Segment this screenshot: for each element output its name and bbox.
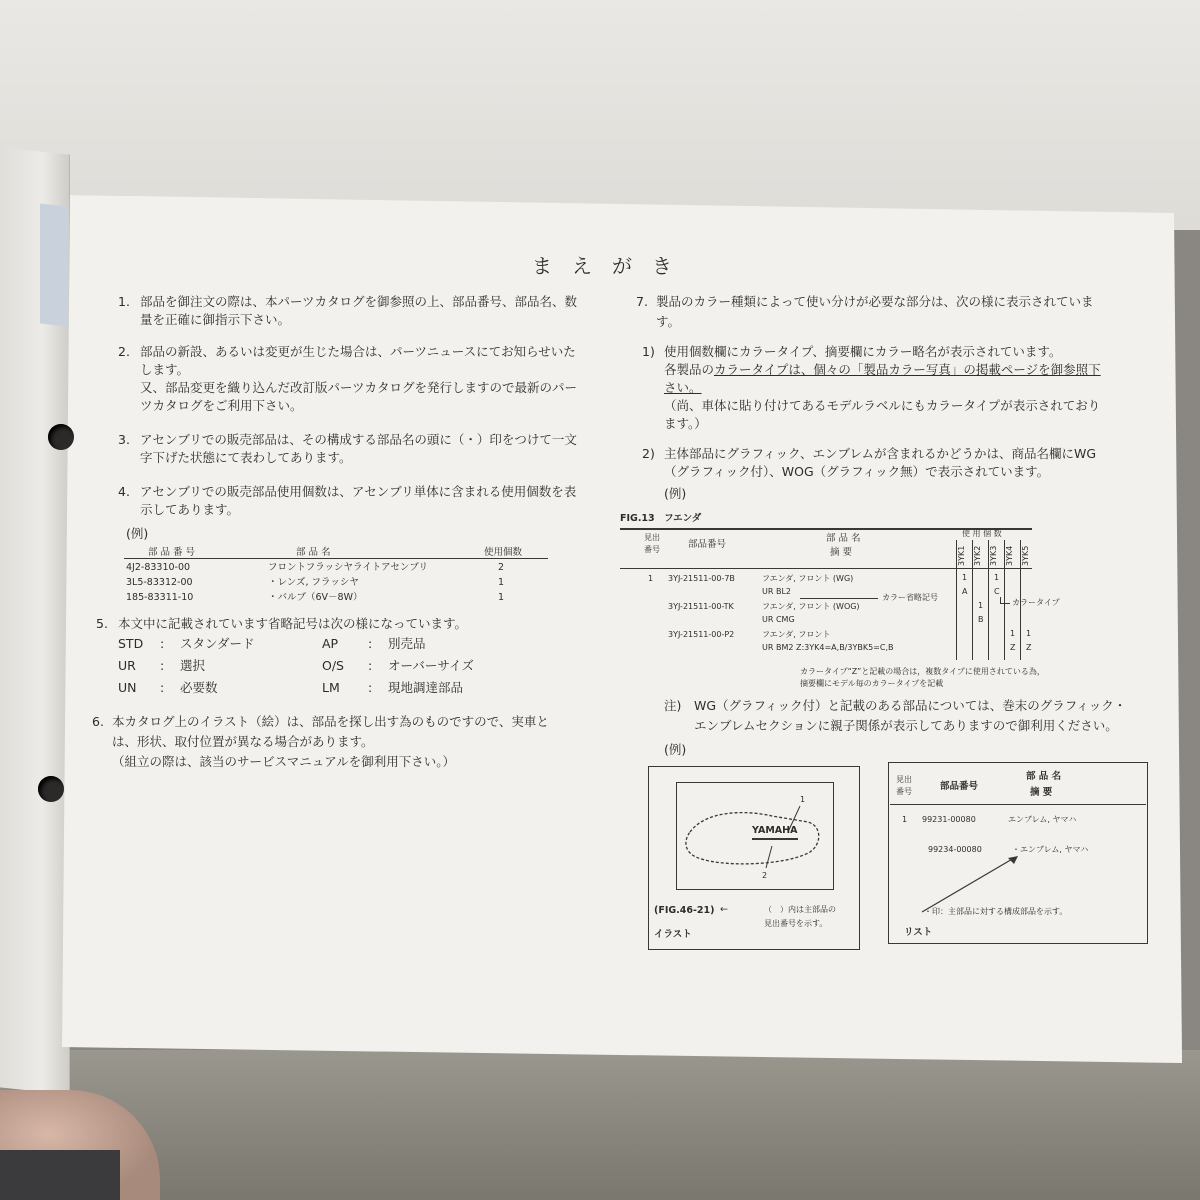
note-text: エンブレムセクションに親子関係が表示してありますので御利用ください。 bbox=[694, 718, 1118, 733]
col-header-ref: 見出 bbox=[644, 533, 660, 542]
binding-hole bbox=[38, 776, 64, 802]
color-col: 3YK4 bbox=[1005, 545, 1014, 566]
col-header-ref: 番号 bbox=[644, 545, 660, 554]
color-col: 3YK2 bbox=[973, 545, 982, 566]
item-number: 4. bbox=[118, 484, 130, 499]
table-rule bbox=[1004, 540, 1005, 660]
annotation: カラータイプ bbox=[1012, 598, 1060, 607]
part-name: エンブレム, ヤマハ bbox=[1008, 815, 1077, 824]
table-cell: 2 bbox=[498, 562, 505, 573]
item-text: 主体部品にグラフィック、エンブレムが含まれるかどうかは、商品名欄にWG bbox=[664, 446, 1097, 461]
item-text: （尚、車体に貼り付けてあるモデルラベルにもカラータイプが表示されており bbox=[664, 398, 1101, 413]
col-header-ref: 番号 bbox=[896, 787, 912, 796]
item-text: （グラフィック付）、WOG（グラフィック無）で表示されています。 bbox=[664, 464, 1050, 479]
table-cell: 4J2-83310-00 bbox=[126, 562, 191, 573]
abbr-sep: : bbox=[368, 680, 373, 695]
item-text: は、形状、取付位置が異なる場合があります。 bbox=[112, 734, 374, 749]
item-number: 1. bbox=[118, 294, 130, 309]
annotation-leader bbox=[1000, 603, 1010, 604]
table-note: カラータイプ“Z”と記載の場合は，複数タイプに使用されている為， bbox=[800, 667, 1045, 676]
abbr-meaning: オーバーサイズ bbox=[388, 658, 474, 673]
item-text: 製品のカラー種類によって使い分けが必要な部分は、次の様に表示されていま bbox=[656, 294, 1094, 309]
part-name: フエンダ, フロント (WG) bbox=[762, 574, 854, 583]
item-text: します。 bbox=[140, 362, 190, 377]
qty-value: Z bbox=[1010, 643, 1016, 652]
binding-hole bbox=[48, 424, 74, 450]
item-text: 使用個数欄にカラータイプ、摘要欄にカラー略名が表示されています。 bbox=[664, 344, 1062, 359]
item-text: 本カタログ上のイラスト（絵）は、部品を探し出す為のものですので、実車と bbox=[112, 714, 549, 729]
part-name: ・エンブレム, ヤマハ bbox=[1012, 845, 1089, 854]
abbr-code: LM bbox=[322, 680, 340, 695]
item-text: アセンブリでの販売部品使用個数は、アセンブリ単体に含まれる使用個数を表 bbox=[140, 484, 577, 499]
table-cell: ・バルブ（6V－8W） bbox=[268, 592, 363, 603]
fig-reference: (FIG.46-21) bbox=[654, 905, 715, 916]
table-rule bbox=[956, 540, 957, 660]
col-header-part-no: 部品番号 bbox=[688, 539, 727, 550]
col-header-desc: 摘 要 bbox=[830, 547, 853, 558]
annotation: カラー省略記号 bbox=[882, 593, 938, 602]
abbr-meaning: スタンダード bbox=[180, 636, 255, 651]
abbr-sep: : bbox=[368, 636, 373, 651]
item-number: 7. bbox=[636, 294, 648, 309]
abbr-sep: : bbox=[368, 658, 373, 673]
color-col: 3YK3 bbox=[989, 545, 998, 566]
item-text: 部品の新設、あるいは変更が生じた場合は、パーツニュースにてお知らせいた bbox=[140, 344, 576, 359]
qty-value: 1 bbox=[1010, 629, 1016, 638]
example-label: (例) bbox=[664, 742, 687, 757]
item-text: 量を正確に御指示下さい。 bbox=[140, 312, 291, 327]
abbr-code: AP bbox=[322, 636, 339, 651]
illustration-note: （ ）内は主部品の bbox=[764, 905, 836, 914]
table-cell: 3L5-83312-00 bbox=[126, 577, 193, 588]
qty-value: C bbox=[994, 587, 1000, 596]
qty-value: 1 bbox=[994, 573, 1000, 582]
note-label: 注) bbox=[664, 698, 682, 713]
list-note: ・印：主部品に対する構成部品を示す。 bbox=[924, 907, 1068, 916]
part-number: 3YJ-21511-00-7B bbox=[668, 574, 735, 583]
desk-shadow bbox=[0, 1050, 1200, 1200]
note-text: WG（グラフィック付）と記載のある部品については、巻末のグラフィック・ bbox=[694, 698, 1127, 713]
item-number: 6. bbox=[92, 714, 104, 729]
left-page-color-band bbox=[40, 204, 68, 327]
part-number: 99231-00080 bbox=[922, 815, 976, 824]
qty-value: B bbox=[978, 615, 984, 624]
item-number: 2. bbox=[118, 344, 130, 359]
abbr-meaning: 別売品 bbox=[388, 636, 426, 651]
abbr-meaning: 必要数 bbox=[180, 680, 218, 695]
table-cell: 1 bbox=[498, 577, 505, 588]
figure-caption: FIG.13 フエンダ bbox=[620, 513, 702, 524]
ref-number: 1 bbox=[648, 574, 654, 583]
col-header-part-name: 部 品 名 bbox=[1026, 771, 1062, 782]
qty-value: A bbox=[962, 587, 968, 596]
qty-value: 1 bbox=[978, 601, 984, 610]
desk-background bbox=[0, 0, 1200, 230]
qty-value: 1 bbox=[962, 573, 968, 582]
sub-item-number: 2) bbox=[642, 446, 655, 461]
example-label: (例) bbox=[126, 526, 149, 541]
part-number: 99234-00080 bbox=[928, 845, 982, 854]
page-title: まえがき bbox=[532, 254, 692, 278]
abbr-code: UR bbox=[118, 658, 136, 673]
col-header-part-no: 部品番号 bbox=[940, 781, 979, 792]
abbr-sep: : bbox=[160, 680, 165, 695]
qty-value: 1 bbox=[1026, 629, 1032, 638]
item-text: ます。） bbox=[664, 416, 707, 431]
table-rule bbox=[890, 804, 1146, 805]
col-header-desc: 摘 要 bbox=[1030, 787, 1053, 798]
item-number: 3. bbox=[118, 432, 130, 447]
yamaha-logo: YAMAHA bbox=[752, 825, 798, 836]
arrow-icon: ← bbox=[720, 904, 728, 915]
item-text: す。 bbox=[656, 314, 681, 329]
item-text: （組立の際は、該当のサービスマニュアルを御利用下さい。） bbox=[112, 754, 456, 769]
item-text: ツカタログをご利用下さい。 bbox=[140, 398, 303, 413]
part-number: 3YJ-21511-00-P2 bbox=[668, 630, 735, 639]
col-header-ref: 見出 bbox=[896, 775, 912, 784]
item-text: 又、部品変更を織り込んだ改訂版パーツカタログを発行しますので最新のパー bbox=[140, 380, 578, 395]
abbr-code: O/S bbox=[322, 658, 344, 673]
color-col: 3YK5 bbox=[1021, 545, 1030, 566]
qty-value: Z bbox=[1026, 643, 1032, 652]
part-number: 3YJ-21511-00-TK bbox=[668, 602, 734, 611]
sub-item-number: 1) bbox=[642, 344, 655, 359]
example-label: (例) bbox=[664, 486, 687, 501]
sleeve bbox=[0, 1150, 120, 1200]
item-text-underlined: カラータイプは、個々の「製品カラー写真」の掲載ページを御参照下 bbox=[714, 362, 1101, 377]
color-abbr: UR CMG bbox=[762, 615, 795, 624]
color-col: 3YK1 bbox=[957, 545, 966, 566]
table-rule bbox=[988, 540, 989, 660]
col-header-part-name: 部 品 名 bbox=[826, 533, 861, 544]
part-name: フエンダ, フロント bbox=[762, 630, 831, 639]
ref-number: 1 bbox=[902, 815, 908, 824]
fuel-tank-illustration bbox=[676, 782, 834, 890]
table-rule bbox=[972, 540, 973, 660]
item-text: アセンブリでの販売部品は、その構成する部品名の頭に（・）印をつけて一文 bbox=[140, 432, 577, 447]
item-text: 各製品の bbox=[664, 362, 715, 377]
table-cell: ・レンズ, フラッシヤ bbox=[268, 577, 359, 588]
item-text-underlined: さい。 bbox=[664, 380, 702, 395]
logo-underline bbox=[752, 838, 798, 840]
abbr-code: STD bbox=[118, 636, 144, 651]
table-rule bbox=[124, 558, 548, 559]
table-rule bbox=[620, 568, 1032, 569]
abbr-code: UN bbox=[118, 680, 137, 695]
abbr-sep: : bbox=[160, 636, 165, 651]
item-text: 字下げた状態にて表わしてあります。 bbox=[140, 450, 352, 465]
table-cell: 1 bbox=[498, 592, 505, 603]
abbr-meaning: 選択 bbox=[180, 658, 206, 673]
color-abbr: UR BM2 Z:3YK4=A,B/3YBK5=C,B bbox=[762, 643, 894, 652]
callout-number: 1 bbox=[800, 795, 806, 804]
col-header-qty: 使 用 個 数 bbox=[962, 529, 1002, 538]
color-abbr: UR BL2 bbox=[762, 587, 791, 596]
illustration-label: イラスト bbox=[654, 929, 692, 940]
abbr-meaning: 現地調達部品 bbox=[388, 680, 464, 695]
item-text: 示してあります。 bbox=[140, 502, 240, 517]
col-header-part-name: 部 品 名 bbox=[296, 547, 331, 558]
table-cell: 185-83311-10 bbox=[126, 592, 194, 603]
table-note: 摘要欄にモデル毎のカラータイプを記載 bbox=[800, 679, 944, 688]
col-header-qty: 使用個数 bbox=[484, 547, 523, 558]
part-name: フエンダ, フロント (WOG) bbox=[762, 602, 860, 611]
callout-number: 2 bbox=[762, 871, 768, 880]
abbr-sep: : bbox=[160, 658, 165, 673]
table-cell: フロントフラッシヤライトアセンブリ bbox=[268, 562, 428, 573]
illustration-note: 見出番号を示す。 bbox=[764, 919, 828, 928]
list-label: リスト bbox=[904, 927, 933, 938]
annotation-leader bbox=[800, 598, 878, 599]
col-header-part-no: 部 品 番 号 bbox=[148, 547, 196, 558]
item-number: 5. bbox=[96, 616, 108, 631]
item-text: 部品を御注文の際は、本パーツカタログを御参照の上、部品番号、部品名、数 bbox=[140, 294, 578, 309]
item-text: 本文中に記載されています省略記号は次の様になっています。 bbox=[118, 616, 468, 631]
